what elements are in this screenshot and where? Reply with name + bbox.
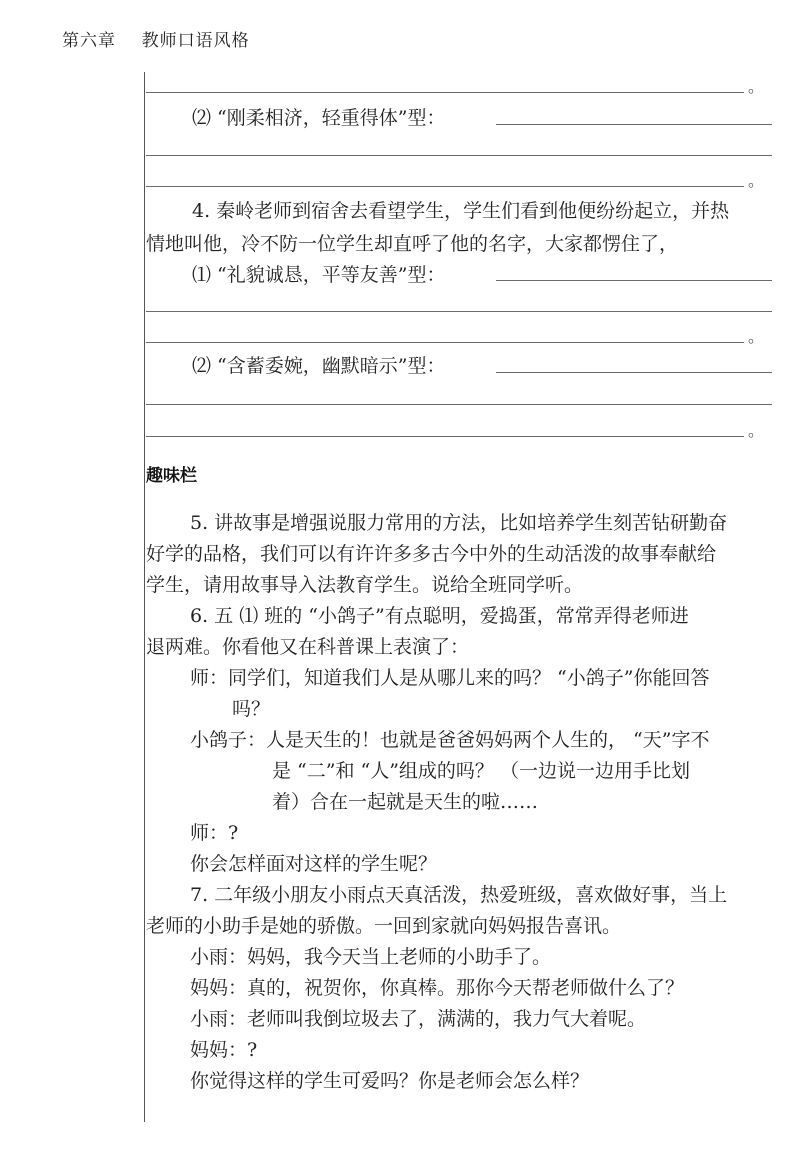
q6-student-line3: 着）合在一起就是天生的啦…… — [272, 791, 539, 813]
line-end-period: 。 — [748, 327, 765, 346]
answer-line — [146, 311, 772, 312]
margin-rule — [144, 72, 145, 1122]
answer-line — [146, 92, 744, 93]
q4-line2: 情地叫他，冷不防一位学生却直呼了他的名字，大家都愣住了， — [146, 233, 679, 255]
q6-line2: 退两难。你看他又在科普课上表演了： — [146, 636, 470, 658]
q6-student-line1: 小鸽子：人是天生的！也就是爸爸妈妈两个人生的， “天”字不 — [190, 729, 710, 751]
line-end-period: 。 — [748, 421, 765, 440]
answer-line — [146, 186, 744, 187]
answer-line — [496, 280, 772, 281]
q4-item1-label: ⑴ “礼貌诚恳，平等友善”型： — [192, 264, 446, 286]
answer-line — [496, 124, 772, 125]
q6-teacher-line2: 吗？ — [232, 698, 271, 720]
q7-question: 你觉得这样的学生可爱吗？你是老师会怎么样？ — [190, 1070, 590, 1092]
q7-dialog-2: 妈妈：真的，祝贺你，你真棒。那你今天帮老师做什么了？ — [190, 977, 685, 999]
q6-teacher-line1: 师：同学们，知道我们人是从哪儿来的吗？ “小鸽子”你能回答 — [190, 667, 710, 689]
section-title: 趣味栏 — [146, 466, 197, 486]
q6-teacher-reply: 师：? — [190, 822, 239, 844]
q7-line2: 老师的小助手是她的骄傲。一回到家就向妈妈报告喜讯。 — [146, 915, 622, 937]
answer-line — [146, 404, 772, 405]
q7-line1: 7. 二年级小朋友小雨点天真活泼，热爱班级，喜欢做好事，当上 — [190, 884, 728, 906]
q5-line1: 5. 讲故事是增强说服力常用的方法，比如培养学生刻苦钻研勤奋 — [190, 512, 728, 534]
answer-line — [146, 155, 772, 156]
q6-question: 你会怎样面对这样的学生呢？ — [190, 853, 438, 875]
answer-line — [496, 372, 772, 373]
q7-dialog-4: 妈妈：? — [190, 1039, 258, 1061]
q3-item2-label: ⑵ “刚柔相济，轻重得体”型： — [192, 107, 446, 129]
answer-line — [146, 436, 744, 437]
q4-item2-label: ⑵ “含蓄委婉，幽默暗示”型： — [192, 355, 446, 377]
running-header — [62, 26, 250, 51]
line-end-period: 。 — [748, 77, 765, 96]
chapter-number: 第六章 — [62, 31, 116, 51]
q6-student-line2: 是 “二”和 “人”组成的吗？ （一边说一边用手比划 — [272, 760, 690, 782]
q5-line2: 好学的品格，我们可以有许许多多古今中外的生动活泼的故事奉献给 — [146, 543, 717, 565]
chapter-title: 教师口语风格 — [141, 31, 250, 51]
q6-line1: 6. 五 ⑴ 班的 “小鸽子”有点聪明，爱捣蛋，常常弄得老师进 — [190, 605, 689, 627]
answer-line — [146, 342, 744, 343]
q7-dialog-1: 小雨：妈妈，我今天当上老师的小助手了。 — [190, 946, 552, 968]
line-end-period: 。 — [748, 171, 765, 190]
q4-line1: 4. 秦岭老师到宿舍去看望学生，学生们看到他便纷纷起立，并热 — [192, 200, 730, 222]
q7-dialog-3: 小雨：老师叫我倒垃圾去了，满满的，我力气大着呢。 — [190, 1008, 647, 1030]
q5-line3: 学生，请用故事导入法教育学生。说给全班同学听。 — [146, 574, 584, 596]
